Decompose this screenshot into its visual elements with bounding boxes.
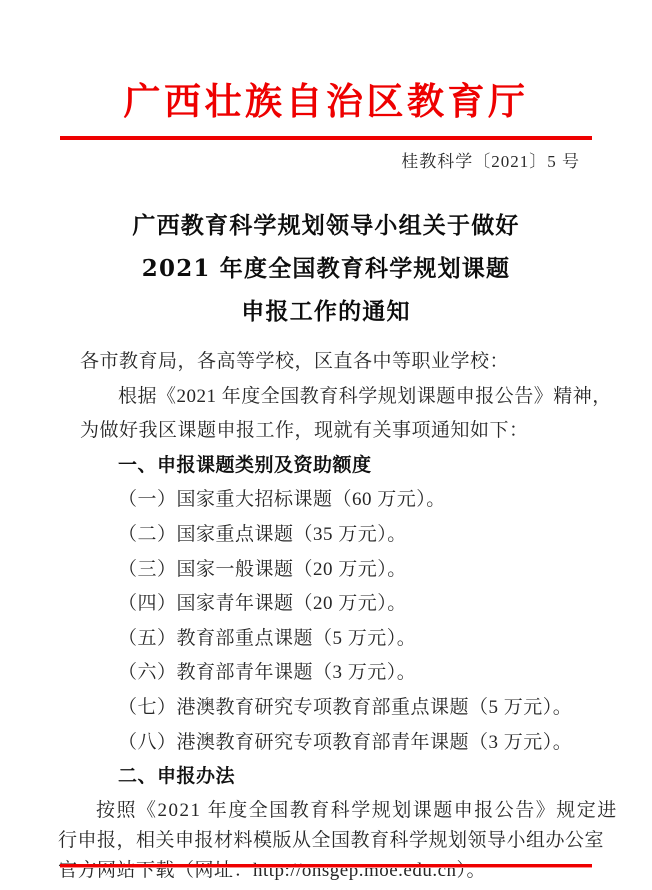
funding-item-3: （三）国家一般课题（20 万元）。 [118,558,407,580]
section2-line-2: 行申报，相关申报材料模版从全国教育科学规划领导小组办公室 [58,829,605,851]
letterhead-agency: 广西壮族自治区教育厅 [123,79,529,123]
funding-item-2: （二）国家重点课题（35 万元）。 [118,523,407,545]
funding-item-4: （四）国家青年课题（20 万元）。 [118,593,407,615]
section2-line-3: 官方网站下载（网址：http://onsgep.moe.edu.cn）。 [58,860,487,882]
section2-heading: 二、申报办法 [118,766,236,788]
funding-item-5: （五）教育部重点课题（5 万元）。 [118,627,417,649]
letterhead-rule [60,136,592,140]
funding-item-7: （七）港澳教育研究专项教育部重点课题（5 万元）。 [118,696,573,718]
title-line-1: 广西教育科学规划领导小组关于做好 [132,212,520,239]
funding-item-6: （六）教育部青年课题（3 万元）。 [118,662,417,684]
salutation: 各市教育局，各高等学校，区直各中等职业学校： [80,351,510,372]
section2-line-1: 按照《2021 年度全国教育科学规划课题申报公告》规定进 [96,799,618,821]
notice-title [0,204,652,333]
intro-line-1: 根据《2021 年度全国教育科学规划课题申报公告》精神， [118,385,612,407]
title-line-3: 申报工作的通知 [241,298,411,325]
funding-item-1: （一）国家重大招标课题（60 万元）。 [118,489,446,511]
doc-number: 桂教科学〔2021〕5 号 [401,152,580,171]
section2-paragraph [58,796,632,887]
funding-item-8: （八）港澳教育研究专项教育部青年课题（3 万元）。 [118,731,573,753]
notice-body [0,345,652,886]
section1-heading: 一、申报课题类别及资助额度 [118,454,372,476]
intro-line-2: 为做好我区课题申报工作，现就有关事项通知如下： [80,420,529,442]
footer-rule [60,864,592,868]
title-line-2: 2021 年度全国教育科学规划课题 [141,255,511,282]
